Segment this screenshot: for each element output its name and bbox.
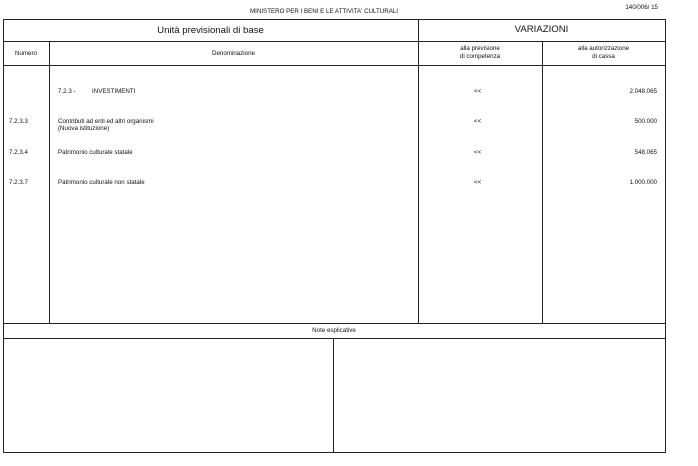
row-competence-value: << xyxy=(474,118,482,125)
row-cash-value: 2.048.065 xyxy=(629,88,657,95)
column-header-number: Numero xyxy=(14,50,37,57)
row-number: 7.2.3.3 xyxy=(9,118,28,125)
row-code: 7.2.3 - xyxy=(58,88,76,95)
row-competence-value: << xyxy=(474,179,482,186)
notes-box-right xyxy=(334,339,665,452)
row-cash-value: 548.065 xyxy=(634,149,657,156)
section-header-variations: VARIAZIONI xyxy=(514,24,569,35)
column-header-competence-line1: alla previsione xyxy=(460,45,500,52)
row-title: Patrimonio culturale statale xyxy=(58,149,133,156)
notes-heading: Note esplicative xyxy=(312,327,356,334)
row-cash-value: 1.000.000 xyxy=(629,179,657,186)
column-header-cash-line1: alla autorizzazione xyxy=(577,45,630,52)
row-title: Patrimonio culturale non statale xyxy=(58,179,145,186)
ministry-heading: MINISTERO PER I BENI E LE ATTIVITA' CULTURALI xyxy=(250,8,398,15)
row-title: Contributi ad enti ed altri organismi xyxy=(58,118,154,125)
section-header-base-units: Unità previsionali di base xyxy=(157,25,264,36)
row-number: 7.2.3.7 xyxy=(9,179,28,186)
row-title-note: (Nuova istituzione) xyxy=(58,125,110,132)
column-header-denomination: Denominazione xyxy=(212,50,255,57)
column-header-cash-line2: di cassa xyxy=(592,53,615,60)
row-number: 7.2.3.4 xyxy=(9,149,28,156)
row-title: INVESTIMENTI xyxy=(92,88,136,95)
notes-box-left xyxy=(4,339,333,452)
row-cash-value: 500.000 xyxy=(634,118,657,125)
page-reference: 140/006/ 15 xyxy=(625,4,658,11)
row-competence-value: << xyxy=(474,149,482,156)
column-header-competence-line2: di competenza xyxy=(459,53,501,60)
row-competence-value: << xyxy=(474,88,482,95)
